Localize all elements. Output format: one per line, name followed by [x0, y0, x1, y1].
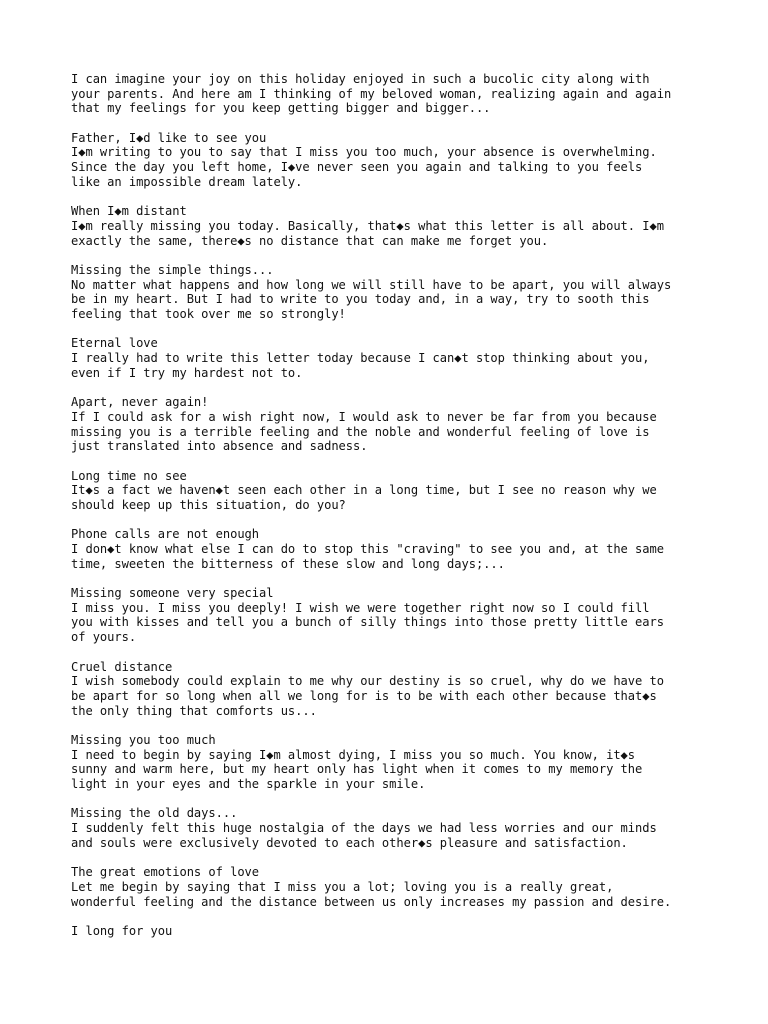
blank-line — [71, 645, 721, 660]
text-line: I◆m really missing you today. Basically, that◆s what this letter is all about. I◆m — [71, 218, 664, 233]
text-line: Let me begin by saying that I miss you a lot; loving you is a really great, — [71, 879, 614, 894]
text-line: Long time no see — [71, 468, 187, 483]
text-line: wonderful feeling and the distance between us only increases my passion and desire. — [71, 894, 672, 909]
text-line: I don◆t know what else I can do to stop this "craving" to see you and, at the same — [71, 542, 664, 556]
text-line: When I◆m distant — [71, 204, 187, 219]
blank-line — [71, 850, 721, 865]
text-line: of yours. — [71, 630, 137, 645]
text-line: feeling that took over me so strongly! — [71, 307, 346, 321]
text-line: Missing the simple things... — [71, 262, 274, 277]
text-line: exactly the same, there◆s no distance that can make me forget you. — [71, 233, 549, 248]
text-line: your parents. And here am I thinking of my beloved woman, realizing again and again — [71, 86, 672, 101]
text-line: even if I try my hardest not to. — [71, 365, 303, 380]
text-line: light in your eyes and the sparkle in your smile. — [71, 777, 426, 791]
text-line: No matter what happens and how long we will still have to be apart, you will always — [71, 277, 672, 292]
blank-line — [71, 909, 721, 924]
text-line: missing you is a terrible feeling and the noble and wonderful feeling of love is — [71, 424, 650, 439]
blank-line — [71, 792, 721, 807]
text-line: be in my heart. But I had to write to you today and, in a way, try to sooth this — [71, 292, 650, 307]
text-line: I need to begin by saying I◆m almost dying, I miss you so much. You know, it◆s — [71, 747, 636, 762]
text-line: I wish somebody could explain to me why our destiny is so cruel, why do we have to — [71, 674, 664, 689]
blank-line — [71, 116, 721, 131]
text-line: Phone calls are not enough — [71, 527, 260, 542]
text-line: the only thing that comforts us... — [71, 703, 317, 718]
blank-line — [71, 571, 721, 586]
text-line: sunny and warm here, but my heart only has light when it comes to my memory the — [71, 762, 643, 777]
blank-line — [71, 718, 721, 733]
text-line: just translated into absence and sadness. — [71, 439, 368, 454]
text-line: The great emotions of love — [71, 865, 260, 880]
text-line: Since the day you left home, I◆ve never seen you again and talking to you feels — [71, 160, 643, 175]
text-line: I suddenly felt this huge nostalgia of the days we had less worries and our minds — [71, 821, 657, 836]
text-line: Cruel distance — [71, 659, 173, 674]
text-line: Eternal love — [71, 336, 158, 351]
text-line: you with kisses and tell you a bunch of silly things into those pretty little ears — [71, 615, 664, 630]
blank-line — [71, 248, 721, 263]
letter-text-body — [71, 72, 721, 939]
text-line: I◆m writing to you to say that I miss you too much, your absence is overwhelming. — [71, 145, 657, 160]
text-line: Missing you too much — [71, 732, 216, 747]
text-line: and souls were exclusively devoted to each other◆s pleasure and satisfaction. — [71, 835, 628, 850]
text-line: should keep up this situation, do you? — [71, 497, 346, 512]
text-line: I really had to write this letter today because I can◆t stop thinking about you, — [71, 351, 650, 366]
text-line: I miss you. I miss you deeply! I wish we were together right now so I could fill — [71, 600, 650, 615]
text-line: Missing the old days... — [71, 806, 238, 821]
text-line: that my feelings for you keep getting bigger and bigger... — [71, 101, 491, 116]
text-line: It◆s a fact we haven◆t seen each other in a long time, but I see no reason why we — [71, 483, 657, 498]
blank-line — [71, 380, 721, 395]
text-line: Father, I◆d like to see you — [71, 130, 267, 145]
text-line: Missing someone very special — [71, 586, 274, 601]
text-line: If I could ask for a wish right now, I would ask to never be far from you because — [71, 409, 657, 424]
text-line: I long for you — [71, 923, 173, 938]
blank-line — [71, 190, 721, 205]
blank-line — [71, 454, 721, 469]
text-line: be apart for so long when all we long for is to be with each other because that◆s — [71, 688, 657, 703]
text-line: like an impossible dream lately. — [71, 174, 303, 189]
text-line: Apart, never again! — [71, 395, 209, 410]
text-line: I can imagine your joy on this holiday enjoyed in such a bucolic city along with — [71, 72, 650, 86]
blank-line — [71, 513, 721, 528]
text-line: time, sweeten the bitterness of these slow and long days;... — [71, 556, 505, 571]
blank-line — [71, 322, 721, 337]
